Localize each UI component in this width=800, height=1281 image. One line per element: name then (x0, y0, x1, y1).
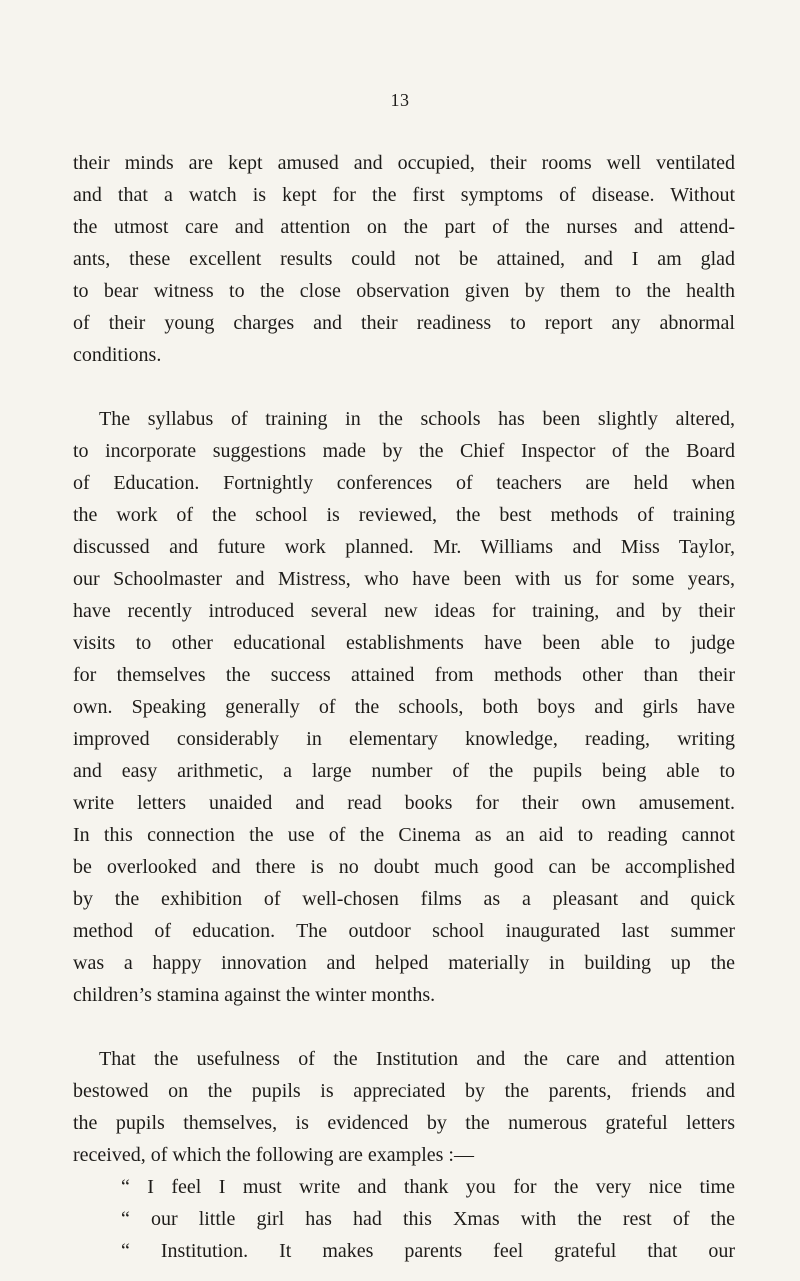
quote-line: “ Institution. It makes parents feel grateful that our (121, 1240, 735, 1262)
paragraph-nursing-care (73, 147, 735, 371)
text-line: write letters unaided and read books for their own amusement. (73, 792, 735, 814)
text-line: the pupils themselves, is evidenced by the numerous grateful letters (73, 1112, 735, 1134)
text-line: discussed and future work planned. Mr. Williams and Miss Taylor, (73, 536, 735, 558)
text-line: improved considerably in elementary knowledge, reading, writing (73, 728, 735, 750)
text-line: and easy arithmetic, a large number of the pupils being able to (73, 760, 735, 782)
text-line: the utmost care and attention on the part of the nurses and attend- (73, 216, 735, 238)
text-line: be overlooked and there is no doubt much good can be accomplished (73, 856, 735, 878)
text-line: of their young charges and their readiness to report any abnormal (73, 312, 735, 334)
paragraph-school-training (73, 403, 735, 1011)
paragraph-appreciation (73, 1043, 735, 1171)
letter-quote (73, 1171, 735, 1267)
text-line: by the exhibition of well-chosen films as a pleasant and quick (73, 888, 735, 910)
page-number: 13 (390, 90, 410, 110)
text-line: their minds are kept amused and occupied, their rooms well ventilated (73, 152, 735, 174)
text-line: for themselves the success attained from methods other than their (73, 664, 735, 686)
text-line: to incorporate suggestions made by the Chief Inspector of the Board (73, 440, 735, 462)
text-line: to bear witness to the close observation given by them to the health (73, 280, 735, 302)
text-line: own. Speaking generally of the schools, both boys and girls have (73, 696, 735, 718)
paragraph-gap (73, 371, 735, 403)
quote-line: “ I feel I must write and thank you for the very nice time (121, 1176, 735, 1198)
text-line: conditions. (73, 344, 162, 366)
quote-line: “ our little girl has had this Xmas with the rest of the (121, 1208, 735, 1230)
paragraph-gap (73, 1011, 735, 1043)
text-line: ants, these excellent results could not be attained, and I am glad (73, 248, 735, 270)
text-line: and that a watch is kept for the first symptoms of disease. Without (73, 184, 735, 206)
document-body (73, 147, 735, 1267)
text-line: the work of the school is reviewed, the best methods of training (73, 504, 735, 526)
text-line: bestowed on the pupils is appreciated by the parents, friends and (73, 1080, 735, 1102)
text-line: visits to other educational establishments have been able to judge (73, 632, 735, 654)
text-line: The syllabus of training in the schools has been slightly altered, (99, 408, 735, 430)
text-line: In this connection the use of the Cinema as an aid to reading cannot (73, 824, 735, 846)
text-line: was a happy innovation and helped materially in building up the (73, 952, 735, 974)
text-line: of Education. Fortnightly conferences of teachers are held when (73, 472, 735, 494)
text-line: have recently introduced several new ideas for training, and by their (73, 600, 735, 622)
text-line: received, of which the following are examples :— (73, 1144, 474, 1166)
text-line: That the usefulness of the Institution and the care and attention (99, 1048, 735, 1070)
text-line: children’s stamina against the winter months. (73, 984, 436, 1006)
text-line: method of education. The outdoor school inaugurated last summer (73, 920, 735, 942)
text-line: our Schoolmaster and Mistress, who have been with us for some years, (73, 568, 735, 590)
